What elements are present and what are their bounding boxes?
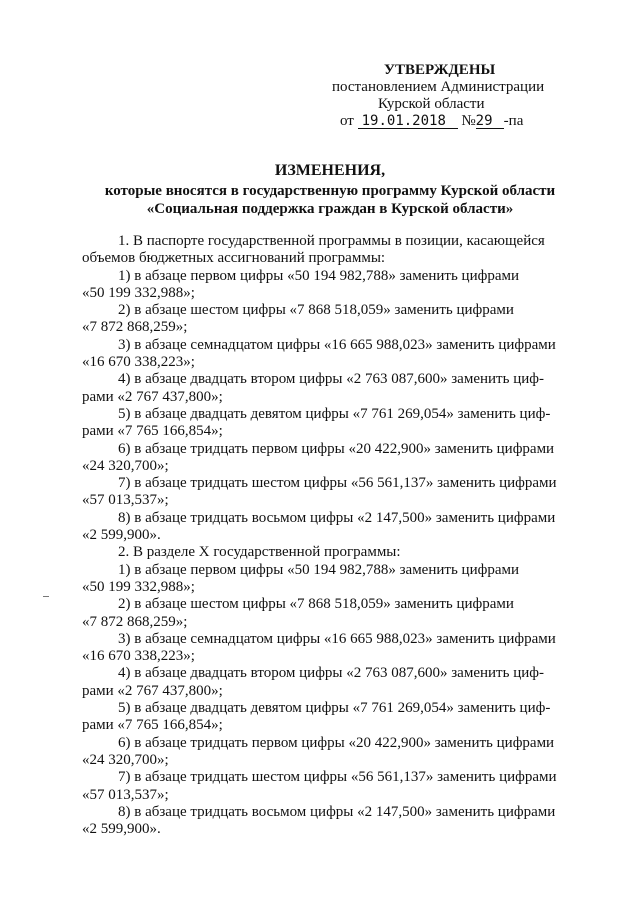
list-item: 7) в абзаце тридцать шестом цифры «56 561,137» заменить цифрами «57 013,537»;	[82, 769, 557, 803]
approval-stamp	[330, 62, 560, 130]
heading-line-2: которые вносятся в государственную программу Курской области	[104, 183, 556, 199]
list-item: 8) в абзаце тридцать восьмом цифры «2 147,500» заменить цифрами «2 599,900».	[82, 509, 556, 544]
list-item: 1) в абзаце первом цифры «50 194 982,788» заменить цифрами «50 199 332,988»;	[82, 267, 519, 301]
approval-number: 29	[476, 114, 504, 129]
list-item: 5) в абзаце двадцать девятом цифры «7 761 269,054» заменить циф- рами «7 765 166,854»;	[82, 405, 551, 440]
approval-line-3: Курской области	[378, 96, 485, 112]
document-body	[82, 233, 568, 838]
heading-line-3: «Социальная поддержка граждан в Курской области»	[146, 201, 514, 217]
list-item: 2) в абзаце шестом цифры «7 868 518,059» заменить цифрами «7 872 868,259»;	[82, 596, 514, 630]
section-2-intro: 2. В разделе X государственной программы:	[118, 544, 401, 561]
heading-title: ИЗМЕНЕНИЯ,	[274, 162, 386, 179]
approval-date: 19.01.2018	[358, 114, 458, 129]
approval-line-2: постановлением Администрации	[332, 79, 545, 95]
list-item: 6) в абзаце тридцать первом цифры «20 422,900» заменить цифрами «24 320,700»;	[82, 440, 555, 474]
list-item: 6) в абзаце тридцать первом цифры «20 422,900» заменить цифрами «24 320,700»;	[82, 734, 555, 768]
approval-date-line	[340, 113, 560, 130]
list-item: 4) в абзаце двадцать втором цифры «2 763 087,600» заменить циф- рами «2 767 437,800»;	[82, 665, 544, 699]
approval-title: УТВЕРЖДЕНЫ	[384, 62, 496, 78]
list-item: 7) в абзаце тридцать шестом цифры «56 561,137» заменить цифрами «57 013,537»;	[82, 475, 557, 509]
list-item: 3) в абзаце семнадцатом цифры «16 665 988,023» заменить цифрами «16 670 338,223»;	[82, 630, 556, 665]
list-item: 1) в абзаце первом цифры «50 194 982,788» заменить цифрами «50 199 332,988»;	[82, 561, 519, 595]
document-heading	[70, 162, 590, 218]
number-suffix: -па	[503, 113, 524, 129]
section-1-intro: 1. В паспорте государственной программы в позиции, касающейся объемов бюджетных ассигнований программы:	[82, 233, 545, 267]
list-item: 5) в абзаце двадцать девятом цифры «7 761 269,054» заменить циф- рами «7 765 166,854»;	[82, 700, 551, 734]
list-item: 8) в абзаце тридцать восьмом цифры «2 147,500» заменить цифрами «2 599,900».	[82, 803, 556, 838]
list-item: 3) в абзаце семнадцатом цифры «16 665 988,023» заменить цифрами «16 670 338,223»;	[82, 336, 556, 371]
number-prefix: №	[461, 113, 476, 129]
scan-mark	[43, 596, 49, 597]
date-prefix: от	[340, 113, 354, 129]
list-item: 2) в абзаце шестом цифры «7 868 518,059» заменить цифрами «7 872 868,259»;	[82, 302, 514, 336]
list-item: 4) в абзаце двадцать втором цифры «2 763 087,600» заменить циф- рами «2 767 437,800»;	[82, 371, 544, 405]
